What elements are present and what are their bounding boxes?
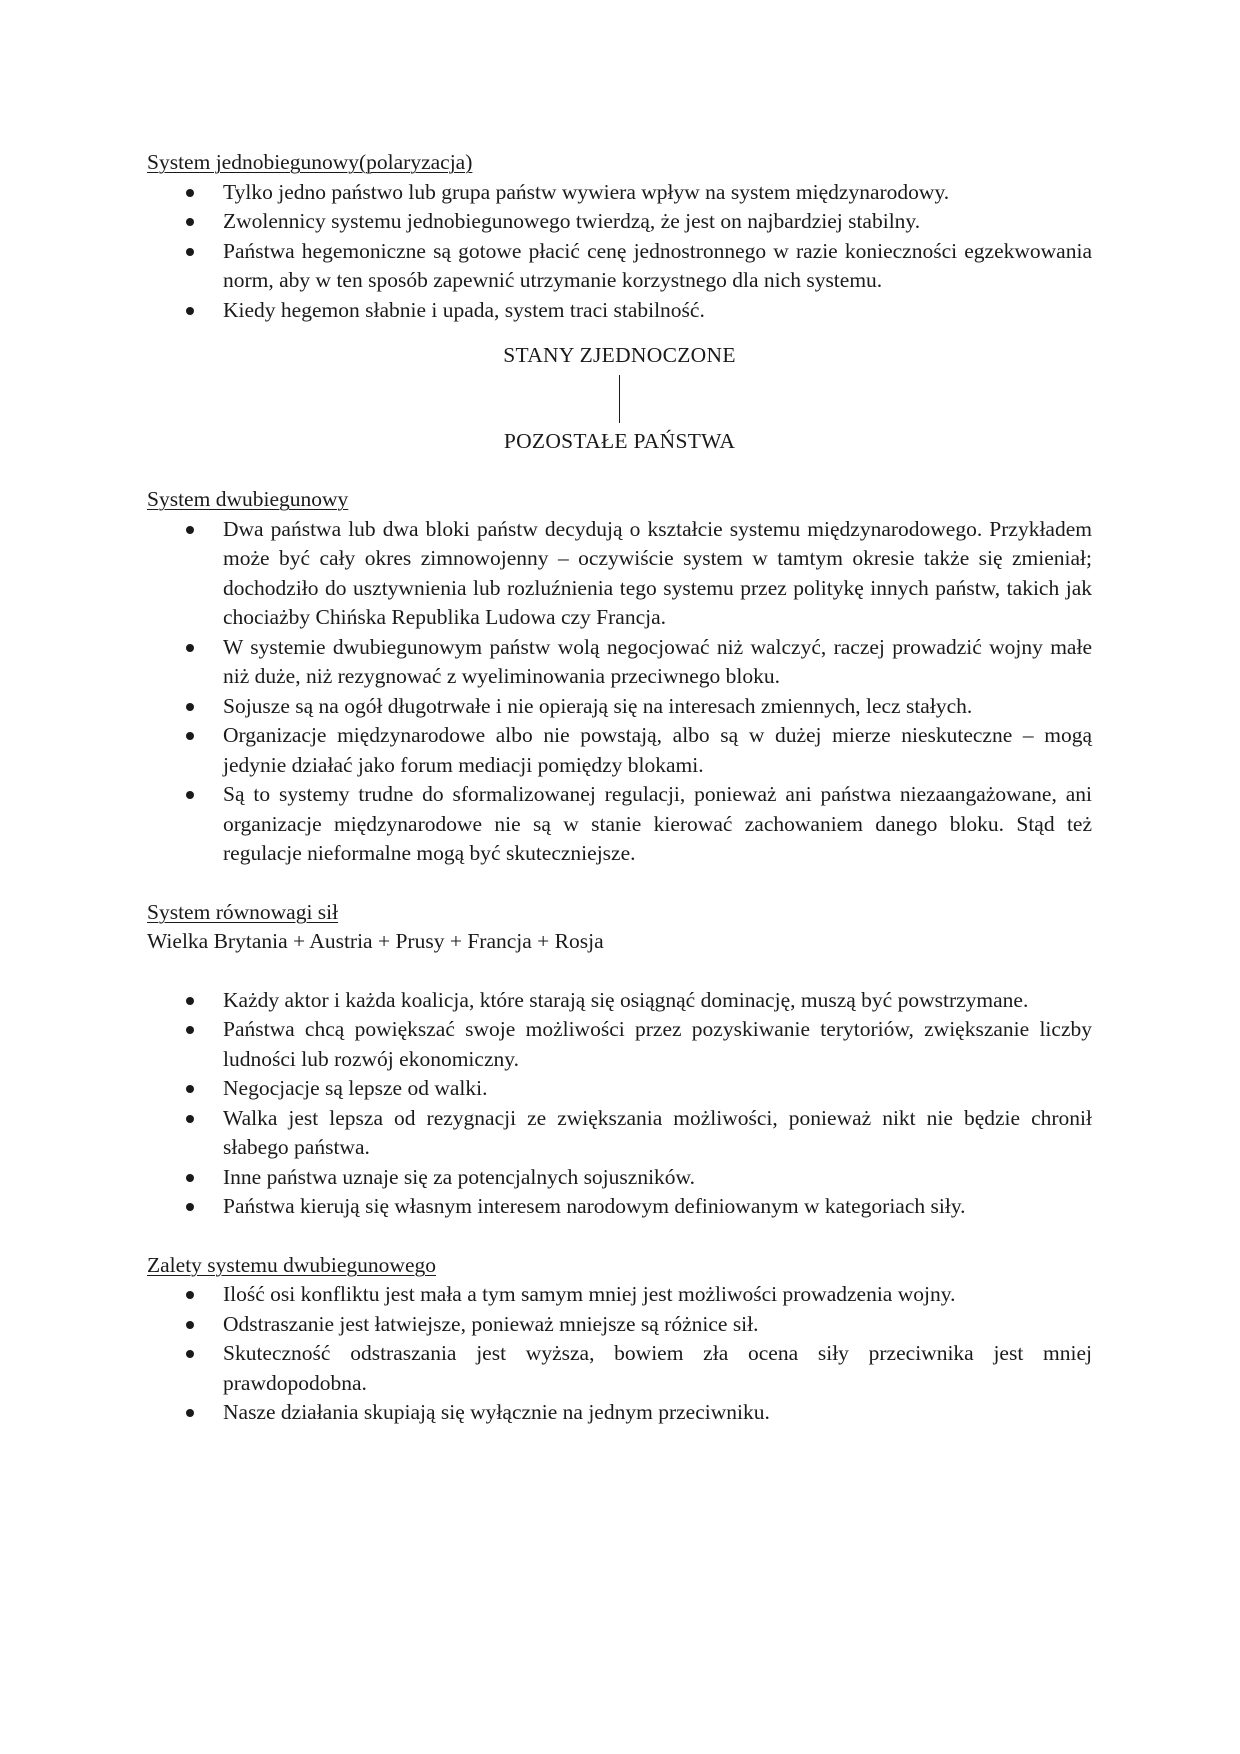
list-item <box>147 1163 1092 1193</box>
bullet-icon <box>186 997 194 1005</box>
list-item-text: Każdy aktor i każda koalicja, które starają się osiągnąć dominację, muszą być powstrzymane. <box>223 987 1029 1012</box>
section-heading: System dwubiegunowy <box>147 487 349 511</box>
bullet-icon <box>186 1085 194 1093</box>
list-item-text: Odstraszanie jest łatwiejsze, ponieważ mniejsze są różnice sił. <box>223 1311 759 1336</box>
list-item-text: Zwolennicy systemu jednobiegunowego twierdzą, że jest on najbardziej stabilny. <box>223 209 921 233</box>
bullet-icon <box>186 1321 194 1329</box>
bullet-icon <box>186 307 194 315</box>
list-item <box>147 1280 1092 1310</box>
bullet-icon <box>186 526 194 534</box>
diagram-connector-line <box>619 375 620 423</box>
section-subline: Wielka Brytania + Austria + Prusy + Francja + Rosja <box>147 929 604 953</box>
list-item <box>147 237 1092 296</box>
list-item <box>147 515 1092 633</box>
list-item-text: Są to systemy trudne do sformalizowanej regulacji, ponieważ ani państwa niezaangażowane, ani organizacje międzynarodowe nie są w stanie kierować zachowaniem danego bloku. Stąd też regulacje nieformalne mogą być skuteczniejsze. <box>223 782 1092 865</box>
bullet-list <box>147 986 1092 1222</box>
list-item <box>147 1339 1092 1398</box>
list-item-text: Państwa hegemoniczne są gotowe płacić cenę jednostronnego w razie konieczności egzekwowania norm, aby w ten sposób zapewnić utrzymanie korzystnego dla nich systemu. <box>223 238 1092 292</box>
section-balance-of-power <box>147 898 1092 1222</box>
list-item <box>147 1192 1092 1222</box>
section-unipolar <box>147 148 1092 456</box>
list-item <box>147 986 1092 1016</box>
bullet-icon <box>186 1174 194 1182</box>
bullet-icon <box>186 732 194 740</box>
bullet-list <box>147 1280 1092 1428</box>
list-item <box>147 721 1092 780</box>
bullet-icon <box>186 1203 194 1211</box>
list-item-text: Państwa chcą powiększać swoje możliwości przez pozyskiwanie terytoriów, zwiększanie liczby ludności lub rozwój ekonomiczny. <box>223 1017 1092 1071</box>
bullet-icon <box>186 1350 194 1358</box>
list-item <box>147 780 1092 869</box>
bullet-list <box>147 515 1092 869</box>
list-item-text: Skuteczność odstraszania jest wyższa, bowiem zła ocena siły przeciwnika jest mniej prawdopodobna. <box>223 1341 1092 1395</box>
list-item <box>147 1398 1092 1428</box>
section-heading: Zalety systemu dwubiegunowego <box>147 1252 437 1277</box>
section-bipolar <box>147 485 1092 869</box>
bullet-icon <box>186 644 194 652</box>
bullet-icon <box>186 703 194 711</box>
list-item <box>147 1074 1092 1104</box>
document-page <box>147 148 1092 1428</box>
list-item-text: Kiedy hegemon słabnie i upada, system traci stabilność. <box>223 297 705 322</box>
bullet-list <box>147 178 1092 326</box>
diagram-top-node: STANY ZJEDNOCZONE <box>503 343 736 367</box>
list-item <box>147 1104 1092 1163</box>
bullet-icon <box>186 791 194 799</box>
bullet-icon <box>186 1291 194 1299</box>
list-item-text: Dwa państwa lub dwa bloki państw decydują o kształcie systemu międzynarodowego. Przykładem może być cały okres zimnowojenny – oczywiście system w tamtym okresie także się zmieniał; dochodziło do usztywnienia lub rozluźnienia tego systemu przez politykę innych państw, takich jak chociażby Chińska Republika Ludowa czy Francja. <box>223 516 1092 629</box>
list-item-text: Państwa kierują się własnym interesem narodowym definiowanym w kategoriach siły. <box>223 1194 966 1218</box>
diagram-bottom-node: POZOSTAŁE PAŃSTWA <box>503 428 736 453</box>
section-bipolar-advantages <box>147 1251 1092 1428</box>
list-item <box>147 178 1092 208</box>
list-item-text: Nasze działania skupiają się wyłącznie na jednym przeciwniku. <box>223 1400 770 1424</box>
list-item <box>147 296 1092 326</box>
bullet-icon <box>186 248 194 256</box>
list-item-text: Ilość osi konfliktu jest mała a tym samym mniej jest możliwości prowadzenia wojny. <box>223 1282 956 1306</box>
list-item <box>147 1310 1092 1340</box>
bullet-icon <box>186 1115 194 1123</box>
list-item-text: W systemie dwubiegunowym państw wolą negocjować niż walczyć, raczej prowadzić wojny małe niż duże, niż rezygnować z wyeliminowania przeciwnego bloku. <box>223 634 1092 688</box>
bullet-icon <box>186 1409 194 1417</box>
list-item <box>147 207 1092 237</box>
hierarchy-diagram <box>147 341 1092 456</box>
section-heading: System jednobiegunowy(polaryzacja) <box>147 150 473 174</box>
section-heading: System równowagi sił <box>147 899 339 924</box>
bullet-icon <box>186 1026 194 1034</box>
list-item-text: Negocjacje są lepsze od walki. <box>223 1076 488 1100</box>
list-item-text: Tylko jedno państwo lub grupa państw wywiera wpływ na system międzynarodowy. <box>223 179 950 204</box>
bullet-icon <box>186 189 194 197</box>
list-item <box>147 1015 1092 1074</box>
list-item <box>147 692 1092 722</box>
list-item-text: Walka jest lepsza od rezygnacji ze zwiększania możliwości, ponieważ nikt nie będzie chronił słabego państwa. <box>223 1105 1092 1159</box>
list-item-text: Organizacje międzynarodowe albo nie powstają, albo są w dużej mierze nieskuteczne – mogą jedynie działać jako forum mediacji pomiędzy blokami. <box>223 723 1092 777</box>
list-item-text: Sojusze są na ogół długotrwałe i nie opierają się na interesach zmiennych, lecz stałych. <box>223 693 973 718</box>
list-item <box>147 633 1092 692</box>
list-item-text: Inne państwa uznaje się za potencjalnych sojuszników. <box>223 1164 696 1189</box>
bullet-icon <box>186 218 194 226</box>
